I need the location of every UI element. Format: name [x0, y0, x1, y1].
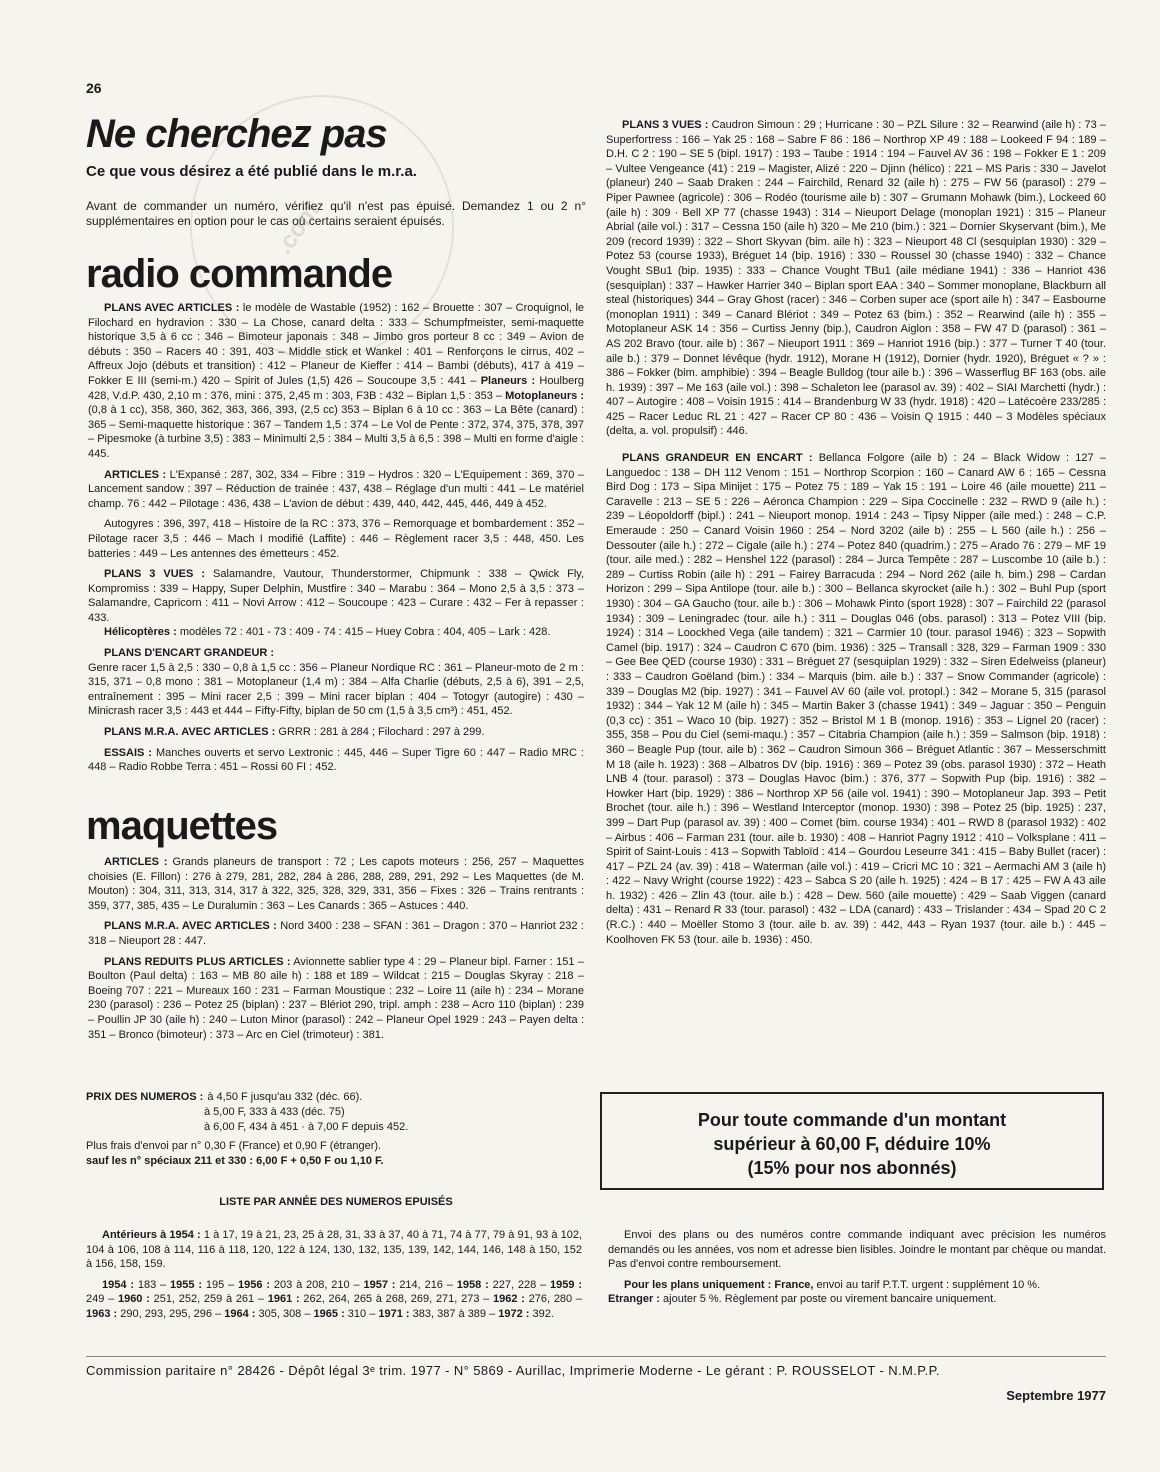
epuises-year: 1956 :: [238, 1278, 274, 1291]
radio-plans-articles: [88, 301, 584, 462]
epuises-year-numbers: 276, 280 –: [528, 1293, 583, 1306]
epuises-year-numbers: 214, 216 –: [399, 1278, 457, 1291]
label: Hélicoptères :: [104, 626, 177, 639]
offer-line-3: (15% pour nos abonnés): [747, 1158, 957, 1178]
page-subtitle: Ce que vous désirez a été publié dans le m.r.a.: [86, 163, 417, 180]
text: Grands planeurs de transport : 72 ; Les capots moteurs : 256, 257 – Maquettes choisies (E. Fillon) : 276 à 279, 281, 282, 284 à 286, 288, 289, 291, 292 – Les Maquettes (de M. Mouton) : 304, 311, 313, 314, 317 à 322, 325, 328, 329, 331, 356 – Fixes : 326 – Trains rentrants : 359, 377, 385, 435 – Le Duralumin : 363 – Les Canards : 365 – Astuces : 440.: [88, 856, 584, 912]
text: Salamandre, Vautour, Thunderstormer, Chipmunk : 338 – Qwick Fly, Kompromiss : 339 – Happy, Super Delphin, Mustfire : 340 – Marabu : 364 – Mono 2,5 à 3,5 : 373 – Salamandre, Capricorn : 411 – Novi Arrow : 412 – Soucoupe : 423 – Curare : 432 – Fer à repasser : 433.: [88, 568, 585, 624]
watermark-text: .com: [270, 198, 325, 260]
epuises-year-numbers: 203 à 208, 210 –: [273, 1278, 364, 1291]
offer-line-2: supérieur à 60,00 F, déduire 10%: [713, 1134, 991, 1154]
price-row: [86, 1090, 586, 1105]
order-etranger: [608, 1292, 1106, 1307]
epuises-year: 1963 :: [86, 1307, 121, 1320]
maquettes-plans-3-vues: [606, 118, 1106, 439]
discount-offer-box: [600, 1092, 1104, 1190]
price-line-3: à 6,00 F, 434 à 451 · à 7,00 F depuis 452.: [204, 1121, 409, 1133]
order-text: Envoi des plans ou des numéros contre commande indiquant avec précision les numéros demandés ou les années, vos nom et adresse bien lisibles. Joindre le montant par chèque ou mandat. Pas d'envoi contre remboursement.: [608, 1229, 1106, 1271]
label: ESSAIS :: [104, 746, 152, 759]
maquettes-column-right: [606, 118, 1106, 953]
epuises-year: 1964 :: [224, 1307, 259, 1320]
maquettes-articles: [88, 855, 584, 913]
text: L'Expansé : 287, 302, 334 – Fibre : 319 – Hydros : 320 – L'Equipement : 369, 370 – Lancement sandow : 397 – Réduction de trainée : 437, 438 – Réglage d'un multi : 441 – Le matériel champ. 76 : 442 – Pilotage : 436, 438 – L'avion de début : 439, 440, 442, 445, 446, 449 à 452.: [88, 468, 584, 510]
intro-text: Avant de commander un numéro, vérifiez qu'il n'est pas épuisé. Demandez 1 ou 2 n° supplémentaires en option pour le cas où certains seraient épuisés.: [86, 199, 586, 228]
order-plans: [608, 1278, 1106, 1293]
epuises-year-numbers: 195 –: [205, 1278, 239, 1291]
epuises-year: 1958 :: [456, 1278, 493, 1291]
epuises-year: 1961 :: [267, 1293, 304, 1306]
label: Antérieurs à 1954 :: [102, 1229, 201, 1241]
order-instructions: [608, 1228, 1106, 1313]
text: Bellanca Folgore (aile b) : 24 – Black Widow : 127 – Languedoc : 138 – DH 112 Venom : 151 – Northrop Scorpion : 160 – Canard AW 6 : 165 – Cessna Bird Dog : 173 – Sipa Minijet : 175 – Potez 75 : 189 – Yak 15 : 191 – Loire 46 (aile mouette) 211 – Caravelle : 213 – SE 5 : 226 – Aéronca Champion : 229 – Sipa Coccinelle : 232 – RWD 9 (aile h.) : 239 – Léopoldorff (bipl.) : 241 – Nieuport monop. 1914 : 243 – Tipsy Nipper (aile med.) : 248 – C.P. Emeraude : 250 – Canard Voisin 1960 : 254 – Nord 3202 (aile b) : 255 – L 560 (aile h.) : 256 – Dessouter (aile h.) : 272 – Cigale (aile h.) : 274 – Potez 840 (quadrim.) : 275 – Arado 76 : 279 – MF 19 (tour. aile med.) : 282 – Henshel 122 (parasol) : 284 – Jurca Tempête : 287 – Luscombe 10 (aile b.) : 289 – Curtiss Robin (aile h) : 291 – Fairey Barracuda : 294 – Nord 262 (aile h. bim.) 298 – Cardan Horizon : 299 – Sipa Antilope (tour. aile b.) : 300 – Bellanca skyrocket (aile h.) : 302 – Buhl Pup (sport 1930) : 304 – GA Gaucho (tour. aile b.) : 306 – Mohawk Pinto (sport 1928) : 307 – Fairchild 22 (parasol 1934) : 309 – Leningradec (tour. aile h.) : 311 – Douglas 046 (obs. parasol) : 313 – Potez VIII (bip. 1924) : 314 – Loockhed Vega (aile tandem) : 321 – Carmier 10 (tour. parasol 1946) : 323 – Sopwith Camel (bip. 1917) : 324 – Caudron C 670 (bim. 1936) : 325 – Transall : 328, 329 – Farman 1909 : 330 – Gee Bee QED (course 1930) : 331 – Bréguet 27 (sesquiplan 1929) : 332 – Siren Edelweiss (planeur) : 333 – Caudron Goëland (bim.) : 334 – Marquis (bim. aile b.) : 337 – Snow Commander (agricole) : 339 – Douglas M2 (bip. 1927) : 341 – Fauvel AV 60 (aile vol. protopl.) : 342 – Morane 5, 315 (parasol 1932) : 344 – Yak 12 M (aile h) : 345 – Martin Baker 3 (chasse 1941) : 349 – Jaguar : 350 – Penguin (0,3 cc) : 351 – Waco 10 (bip. 1927) : 352 – Bristol M 1 B (monop. 1916) : 353 – Lignel 20 (racer) : 355, 358 – Pou du Ciel (semi-maqu.) : 357 – Citabria Champion (aile h.) : 359 – Salmson (bip. 1918) : 360 – Beagle Pup (tour. aile b) : 362 – Caudron Simoun 366 – Bréguet Atlantic : 367 – Messerschmitt M 18 (aile h. 1923) : 368 – Albatros DV (bip. 1916) : 369 – Potez 39 (obs. parasol 1930) : 372 – Heath LNB 4 (tour. parasol) : 373 – Douglas Havoc (bim.) : 376, 377 – Sopwith Pup (bip. 1916) : 382 – Howker Hart (bip. 1929) : 386 – Northrop XP 56 (aile vol. 1941) : 390 – Motoplaneur Jap. 393 – Petit Brochet (tour. aile h.) : 396 – Westland Interceptor (monop. 1930) : 398 – Potez 25 (bip. 1925) : 237, 399 – Dart Pup (parasol av. 39) : 400 – Comet (bim. course 1934) : 401 – RWD 8 (parasol 1932) : 402 – Airbus : 406 – Farman 231 (tour. aile b. 1930) : 408 – Hanriot Pagny 1912 : 410 – Volksplane : 411 – Spirit of Saint-Louis : 413 – Sopwith Tabloïd : 414 – Gourdou Leseurre 341 : 415 – Baby Bullet (racer) : 417 – PZL 24 (av. 39) : 418 – Waterman (aile vol.) : 419 – Cricri MC 10 : 321 – Aermachi AM 3 (aile h) : 422 – Navy Wright (course 1922) : 423 – Sabca S 20 (aile h. 1925) : 424 – B 17 : 425 – FW A 43 aile h. 1932) : 426 – Zlin 43 (tour. aile b.) : 428 – Dew. 560 (aile mouette) : 429 – Saab Viggen (canard delta) : 431 – Renard R 33 (tour. parasol) : 432 – LDA (canard) : 433 – Trislander : 434 – Spad 20 C 2 (R.C.) : 440 – Moëller Stomo 3 (tour. aile b. av. 39) : 442, 443 – Ryan 1937 (tour. aile b.) : 445 – Koolhoven FK 53 (tour. aile b. 1936) : 450.: [606, 452, 1106, 946]
label: ARTICLES :: [104, 856, 168, 868]
maquettes-column-left: [88, 855, 584, 1048]
epuises-year-numbers: 262, 264, 265 à 268, 269, 271, 273 –: [303, 1293, 494, 1306]
maquettes-heading: maquettes: [86, 804, 278, 848]
maquettes-reduits: [88, 955, 584, 1043]
section-radio-commande: [86, 252, 392, 296]
prices-label: PRIX DES NUMEROS :: [86, 1091, 204, 1103]
epuises-year-numbers: 392.: [532, 1307, 554, 1320]
text: ajouter 5 %. Règlement par poste ou virement bancaire uniquement.: [663, 1293, 997, 1306]
text: Houlberg 428, V.d.P. 430, 2,10 m : 376, mini : 375, 2,45 m : 303, F3B : 432 – Biplan 1,5 : 353 –: [88, 374, 585, 402]
text: Manches ouverts et servo Lextronic : 445, 446 – Super Tigre 60 : 447 – Radio MRC : 448 – Radio Robbe Terra : 451 – Rossi 60 FI : 452.: [88, 746, 584, 774]
price-line-1: à 4,50 F jusqu'au 332 (déc. 66).: [207, 1091, 363, 1103]
epuises-year-numbers: 251, 252, 259 à 261 –: [153, 1293, 268, 1306]
label: PLANS GRANDEUR EN ENCART :: [622, 452, 813, 465]
epuises-year-numbers: 249 –: [86, 1293, 118, 1306]
text: Avionnette sablier type 4 : 29 – Planeur bipl. Farner : 151 – Boulton (Paul delta) : 163 – MB 80 aile h) : 188 et 189 – Wildcat : 215 – Douglas Skyray : 218 – Boeing 707 : 221 – Mureaux 160 : 231 – Farman Moustique : 232 – Loire 11 (aile h) : 234 – Morane 230 (parasol) : 236 – Potez 25 (biplan) : 237 – Blériot 290, tripl. amph : 238 – Acro 110 (biplan) : 239 – Poullin JP 30 (aile h) : 240 – Luton Minor (parasol) : 242 – Planeur Opel 1929 : 243 – Payen delta : 351 – Bronco (bimoteur) : 373 – Arc en Ciel (trimoteur) : 381.: [88, 955, 584, 1041]
radio-helicopteres: [88, 625, 584, 640]
radio-autogyres: Autogyres : 396, 397, 418 – Histoire de la RC : 373, 376 – Remorquage et bombardement : 352 – Pilotage racer 3,5 : 446 – Mach I modifié (Laffite) : 446 – Règlement racer 3,5 : 448, 450. Les batteries : 449 – Les antennes des émetteurs : 452.: [88, 518, 584, 560]
epuises-year: 1971 :: [378, 1307, 413, 1320]
epuises-year: 1965 :: [313, 1307, 348, 1320]
text: (0,8 à 1 cc), 358, 360, 362, 363, 366, 393, (2,5 cc) 353 – Biplan 6 à 10 cc : 363 – La Bête (canard) : 365 – Semi-maquette historique : 367 – Tandem 1,5 : 374 – Le Vol de Pente : 372, 374, 375, 378, 397 – Pipesmoke (à turbine 3,5) : 383 – Minimulti 2,5 : 384 – Multi 3,5 à 6,5 : 398 – Multi en forme d'aigle : 445.: [88, 404, 584, 460]
footer-divider: [86, 1356, 1106, 1357]
radio-mra: [88, 725, 584, 740]
issue-date: Septembre 1977: [1006, 1388, 1106, 1403]
label: PLANS D'ENCART GRANDEUR :: [104, 647, 275, 660]
label: ARTICLES :: [104, 468, 167, 481]
epuises-year-numbers: 227, 228 –: [492, 1278, 551, 1291]
radio-plans-3-vues: [88, 567, 584, 625]
label: PLANS REDUITS PLUS ARTICLES :: [104, 955, 291, 968]
page-number: 26: [86, 80, 102, 96]
radio-encart: [88, 646, 584, 719]
label: Etranger :: [608, 1293, 660, 1306]
radio-essais: [88, 746, 584, 775]
label: PLANS M.R.A. AVEC ARTICLES :: [104, 920, 277, 933]
label: PLANS 3 VUES :: [104, 568, 206, 581]
page-title: Ne cherchez pas: [86, 112, 387, 156]
epuises-list: [86, 1228, 582, 1328]
epuises-year: 1972 :: [498, 1307, 533, 1320]
radio-column: [88, 301, 584, 781]
text: le modèle de Wastable (1952) : 162 – Brouette : 307 – Croquignol, le Filochard en hydravion : 330 – La Chose, canard delta : 333 – Schumpfmeister, semi-maquette historique 3,5 à 6 cc : 346 – Bimoteur japonais : 348 – Jimbo gros porteur 8 cc : 349 – Avion de débuts : 350 – Racers 40 : 391, 403 – Middle stick et Wankel : 401 – Renforçons le cirrus, 402 – Affreux Jojo (débuts et transition) : 412 – Planeur de Kieffer : 414 – Bambi (débuts), 417 à 419 – Fokker E III (semi-m.) 420 – Spirit of Jules (1,5) 426 – Soucoupe 3,5 : 441 –: [88, 302, 585, 387]
epuises-year-numbers: 383, 387 à 389 –: [412, 1307, 499, 1320]
radio-articles: [88, 468, 584, 512]
epuises-year: 1959 :: [550, 1278, 583, 1291]
maquettes-mra: [88, 919, 584, 948]
text: Nord 3400 : 238 – SFAN : 361 – Dragon : 370 – Hanriot 232 : 318 – Nieuport 28 : 447.: [88, 920, 584, 947]
price-line-2: à 5,00 F, 333 à 433 (déc. 75): [204, 1106, 345, 1118]
epuises-anterieurs: [86, 1228, 582, 1272]
prices-block: [86, 1090, 586, 1169]
price-speciaux: sauf les n° spéciaux 211 et 330 : 6,00 F + 0,50 F ou 1,10 F.: [86, 1155, 384, 1167]
text: GRRR : 281 à 284 ; Filochard : 297 à 299.: [278, 726, 485, 739]
epuises-year-numbers: 305, 308 –: [258, 1307, 314, 1320]
epuises-year: 1954 :: [102, 1278, 138, 1291]
footer-legal: Commission paritaire n° 28426 - Dépôt légal 3ᵉ trim. 1977 - N° 5869 - Aurillac, Imprimerie Moderne - Le gérant : P. ROUSSELOT - N.M.P.P.: [86, 1363, 941, 1378]
radio-heading: radio commande: [86, 252, 393, 296]
epuises-year: 1962 :: [493, 1293, 529, 1306]
epuises-year-numbers: 310 –: [347, 1307, 379, 1320]
text: envoi au tarif P.T.T. urgent : supplément 10 %.: [816, 1278, 1041, 1291]
epuises-year-numbers: 290, 293, 295, 296 –: [120, 1307, 225, 1320]
label: PLANS 3 VUES :: [622, 119, 709, 131]
label: Motoplaneurs :: [505, 389, 584, 402]
label: Pour les plans uniquement : France,: [624, 1278, 814, 1291]
epuises-years: [86, 1278, 582, 1322]
epuises-year: 1960 :: [117, 1293, 154, 1306]
price-frais: Plus frais d'envoi par n° 0,30 F (France) et 0,90 F (étranger).: [86, 1140, 382, 1152]
epuises-year: 1955 :: [170, 1278, 206, 1291]
text: Caudron Simoun : 29 ; Hurricane : 30 – PZL Silure : 32 – Rearwind (aile h) : 73 – Superfortress : 166 – Yak 25 : 168 – Sabre F 86 : 186 – Northrop XP 49 : 188 – Lookeed F 94 : 189 – D.H. C 2 : 190 – SE 5 (bipl. 1917) : 193 – Taube : 1914 : 194 – Fauvel AV 36 : 198 – Fokker E 1 : 209 – Vultee Vengeance (41) : 219 – Magister, Alizé : 220 – Djinn (hélico) : 221 – MS Paris : 330 – Javelot (planeur) 240 – Saab Draken : 244 – Fairchild, Renard 32 (aile h) : 275 – FW 56 (parasol) : 279 – Piper Pawnee (agricole) : 306 – Rodéo (tourisme aile b) : 307 – Grumann Mohawk (bim.), Lockeed 60 (aile h) : 309 · Bell XP 77 (chasse 1943) : 314 – Nieuport Delage (monoplan 1921) : 315 – Planeur Abrial (aile vol.) : 317 – Cessna 150 (aile h) 320 – Me 210 (bim.) : 321 – Dornier Skyservant (bim.), Me 209 (record 1939) : 322 – Short Skyvan (bim. aile h) : 323 – Nieuport 48 Cl (sesquiplan 1930) : 329 – Potez 53 (course 1933), Bréguet 14 (bip. 1916) : 330 – Roussel 30 (chasse 1940) : 332 – Chance Vought SBu1 (bip. 1935) : 333 – Chance Vought TBu1 (aile médiane 1941) : 336 – Hanriot 436 (sesquiplan) : 337 – Hawker Harrier 340 – Biplan sport EAA : 340 – Sommer monoplane, Blackburn all steal (historiques) 344 – Gray Ghost (racer) : 346 – Corben super ace (sport aile h) : 347 – Easbourne (monoplan 1911) : 349 – Canard Blériot : 349 – Potez 63 (bim.) : 352 – Rearwind (aile h) : 355 – Motoplaneur ASK 14 : 356 – Curtiss Jenny (bip.), Caudron Aiglon : 358 – FW 47 D (parasol) : 361 – AS 202 Bravo (tour. aile b) : 367 – Nieuport 1911 : 369 – Hanriot 1916 (bip.) : 377 – Turner T 40 (tour. aile b.) : 379 – Donnet lévêque (hydr. 1912), Morane H (1912), Dornier (hydr. 1920), Bréguet « ? » : 386 – Fokker (bim. amphibie) : 394 – Beagle Bulldog (tour aile b.) : 396 – Wasserflug BF 163 (obs. aile h. 1939) : 397 – Me 163 (aile vol.) : 398 – Schaleton lee (parasol av. 39) : 402 – SIAI Marchetti (hydr.) : 407 – Autogire : 408 – Voisin 1915 : 414 – Brandenburg W 33 (hydr. 1918) : 420 – Latécoère 233/285 : 425 – Racer Leduc RL 21 : 427 – Racer CP 80 : 436 – Voisin Q 1915 : 440 – 3 Modèles spéciaux (delta, a. vol. propulsif) : 446.: [606, 119, 1107, 438]
offer-line-1: Pour toute commande d'un montant: [697, 1110, 1007, 1130]
text: modèles 72 : 401 - 73 : 409 - 74 : 415 – Huey Cobra : 404, 405 – Lark : 428.: [179, 626, 551, 639]
maquettes-grandeur: [606, 451, 1106, 947]
epuises-title: LISTE PAR ANNÉE DES NUMEROS EPUISÉS: [219, 1196, 453, 1208]
text: Genre racer 1,5 à 2,5 : 330 – 0,8 à 1,5 cc : 356 – Planeur Nordique RC : 361 – Planeur-moto de 2 m : 315, 371 – 0,8 mono : 381 – Motoplaneur (1,4 m) : 384 – Alfa Charlie (débuts, 2,5 à 6), 391 – 2,5, entraînement : 395 – Mini racer 2,5 : 399 – Mini racer biplan : 404 – Totogyr (autogire) : 430 – Minicrash racer 3,5 : 443 et 444 – Fifty-Fifty, biplan de 50 cm (1,5 à 3,5 cm³) : 451, 452.: [88, 661, 584, 718]
epuises-year-numbers: 183 –: [137, 1278, 171, 1291]
label: PLANS AVEC ARTICLES :: [104, 302, 240, 314]
label: PLANS M.R.A. AVEC ARTICLES :: [104, 726, 276, 739]
section-maquettes: [86, 804, 277, 848]
label: Planeurs :: [480, 374, 536, 387]
epuises-year: 1957 :: [363, 1278, 400, 1291]
text: 1 à 17, 19 à 21, 23, 25 à 28, 31, 33 à 37, 40 à 71, 74 à 77, 79 à 91, 93 à 102, 104 à 106, 108 à 114, 116 à 118, 120, 122 à 124, 130, 132, 135, 139, 142, 144, 146, 148 à 150, 152 à 156, 158, 159.: [86, 1229, 582, 1271]
